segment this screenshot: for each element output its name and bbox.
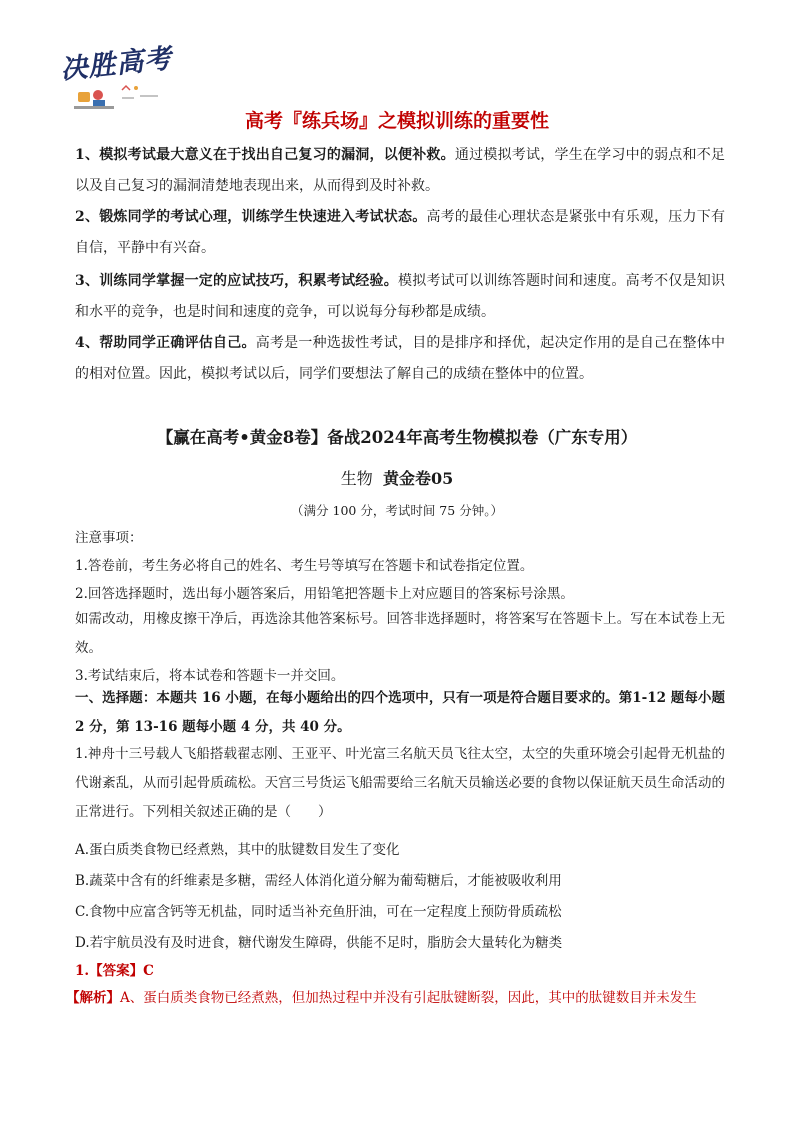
logo-wordmark: 决胜高考 — [59, 43, 174, 86]
question-1-answer: 1.【答案】C — [75, 963, 154, 979]
notice-item-2-continued: 如需改动，用橡皮擦干净后，再选涂其他答案标号。回答非选择题时，将答案写在答题卡上。写在本试卷上无效。 — [75, 611, 725, 656]
exam-subtitle — [0, 466, 794, 489]
paragraph-lead: 4、帮助同学正确评估自己。 — [75, 335, 256, 351]
question-1-option-c: C.食物中应富含钙等无机盐，同时适当补充鱼肝油，可在一定程度上预防骨质疏松 — [75, 904, 562, 920]
importance-paragraph-3 — [75, 266, 725, 328]
paragraph-body: 通过模拟考试，学生在学习中的弱点和不足以及自己复习的漏洞清楚地表现出来，从而得到及时补救。 — [75, 147, 725, 194]
importance-paragraph-1 — [75, 140, 725, 202]
paragraph-body: 模拟考试可以训练答题时间和速度。高考不仅是知识和水平的竞争，也是时间和速度的竞争，可以说每分每秒都是成绩。 — [75, 273, 725, 320]
importance-paragraph-2 — [75, 202, 725, 264]
analysis-text: A、蛋白质类食物已经煮熟，但加热过程中并没有引起肽键断裂，因此，其中的肽键数目并未发生 — [120, 990, 697, 1006]
paragraph-lead: 1、模拟考试最大意义在于找出自己复习的漏洞，以便补救。 — [75, 147, 455, 163]
section-heading: 一、选择题：本题共 16 小题，在每小题给出的四个选项中，只有一项是符合题目要求的。第1-12 题每小题 2 分，第 13-16 题每小题 4 分，共 40 分。 — [75, 690, 725, 735]
importance-paragraph-4 — [75, 328, 725, 390]
exam-score-note: （满分 100 分，考试时间 75 分钟。） — [291, 503, 503, 518]
paragraph-body: 高考的最佳心理状态是紧张中有乐观，压力下有自信，平静中有兴奋。 — [75, 209, 725, 256]
brand-logo — [60, 42, 172, 114]
question-1-option-d: D.若宇航员没有及时进食，糖代谢发生障碍，供能不足时，脂肪会大量转化为糖类 — [75, 935, 563, 951]
notice-item-1: 1.答卷前，考生务必将自己的姓名、考生号等填写在答题卡和试卷指定位置。 — [75, 558, 534, 574]
notice-heading: 注意事项： — [75, 530, 143, 546]
exam-title: 【赢在高考•黄金8卷】备战2024年高考生物模拟卷（广东专用） — [156, 428, 638, 447]
exam-paper-name: 黄金卷05 — [382, 469, 454, 488]
notice-item-3: 3.考试结束后，将本试卷和答题卡一并交回。 — [75, 668, 345, 684]
notice-item-2: 2.回答选择题时，选出每小题答案后，用铅笔把答题卡上对应题目的答案标号涂黑。 — [75, 586, 574, 602]
question-1-stem: 1.神舟十三号载人飞船搭载翟志刚、王亚平、叶光富三名航天员飞往太空，太空的失重环境会引起骨无机盐的代谢紊乱，从而引起骨质疏松。天宫三号货运飞船需要给三名航天员输送必要的食物以保证航天员生命活动的正常进行。下列相关叙述正确的是（ ） — [75, 746, 725, 820]
banner-title: 高考『练兵场』之模拟训练的重要性 — [244, 110, 549, 132]
question-1-option-b: B.蔬菜中含有的纤维素是多糖，需经人体消化道分解为葡萄糖后，才能被吸收利用 — [75, 873, 562, 889]
paragraph-body: 高考是一种选拔性考试，目的是排序和择优，起决定作用的是自己在整体中的相对位置。因此，模拟考试以后，同学们要想法了解自己的成绩在整体中的位置。 — [75, 335, 725, 382]
exam-subject: 生物 — [340, 469, 373, 488]
analysis-tag: 【解析】 — [66, 990, 120, 1006]
question-1-option-a: A.蛋白质类食物已经煮熟，其中的肽键数目发生了变化 — [75, 842, 400, 858]
paragraph-lead: 2、锻炼同学的考试心理，训练学生快速进入考试状态。 — [75, 209, 427, 225]
question-1-analysis — [66, 988, 726, 1008]
paragraph-lead: 3、训练同学掌握一定的应试技巧，积累考试经验。 — [75, 273, 398, 289]
